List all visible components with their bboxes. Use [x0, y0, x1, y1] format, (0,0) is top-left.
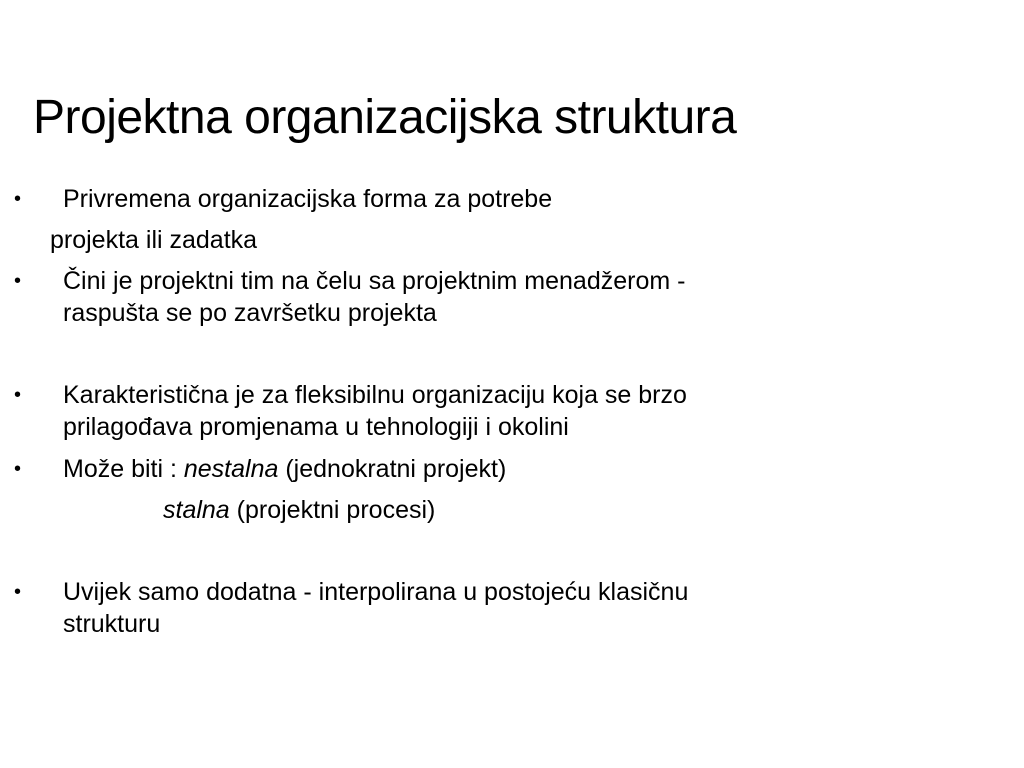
- bullet-2-text-line-2: raspušta se po završetku projekta: [63, 299, 437, 327]
- bullet-1-text: Privremena organizacijska forma za potrebe: [63, 185, 553, 213]
- bullet-4-continuation: [163, 494, 435, 526]
- bullet-4: •: [14, 458, 22, 480]
- bullet-4-text: [63, 453, 506, 485]
- bullet-3-text-line-2: prilagođava promjenama u tehnologiji i okolini: [63, 413, 569, 441]
- bullet-1-continuation: projekta ili zadatka: [50, 226, 258, 254]
- bullet-1: •: [14, 188, 22, 210]
- bullet-4-prefix: Može biti :: [63, 455, 184, 483]
- bullet-5-text-line-2: strukturu: [63, 610, 161, 638]
- bullet-4-suffix-2: (projektni procesi): [229, 496, 436, 524]
- bullet-2-text-line-1: Čini je projektni tim na čelu sa projektnim menadžerom -: [63, 267, 686, 295]
- slide-title: Projektna organizacijska struktura: [33, 91, 737, 144]
- bullet-5: •: [14, 581, 22, 603]
- bullet-4-italic-nestalna: nestalna: [183, 455, 279, 483]
- bullet-4-suffix-1: (jednokratni projekt): [278, 455, 507, 483]
- bullet-5-text-line-1: Uvijek samo dodatna - interpolirana u postojeću klasičnu: [63, 578, 689, 606]
- bullet-2: •: [14, 270, 22, 292]
- bullet-3: •: [14, 384, 22, 406]
- bullet-4-italic-stalna: stalna: [163, 496, 230, 524]
- bullet-3-text-line-1: Karakteristična je za fleksibilnu organizaciju koja se brzo: [63, 381, 687, 409]
